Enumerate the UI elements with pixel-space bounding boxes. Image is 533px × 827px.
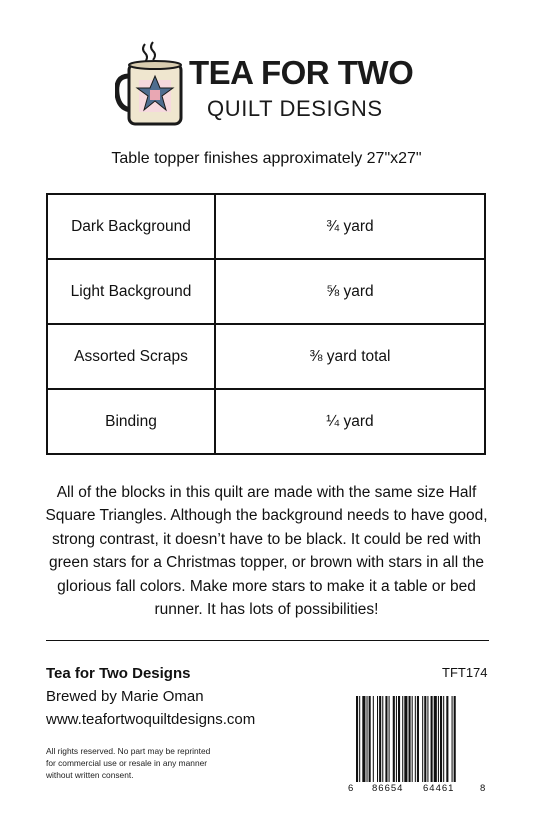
barcode-bar [379, 696, 381, 782]
barcode-bar [438, 696, 439, 782]
barcode-bar [356, 696, 358, 782]
barcode-bar [389, 696, 390, 782]
barcode-bar [412, 696, 413, 782]
fabric-name: Assorted Scraps [47, 324, 215, 389]
finished-size-text: Table topper finishes approximately 27"x27" [111, 150, 422, 167]
barcode-bar [422, 696, 423, 782]
pattern-description: All of the blocks in this quilt are made with the same size Half Square Triangles. Although the background needs to have good, strong contrast, it doesn’t have to be black. It could be red with green stars for a Christmas topper, or brown with stars in all the glorious fall colors. Make more stars to make it a table or bed runner. It has lots of possibilities! [45, 484, 488, 619]
table-row [47, 324, 485, 389]
barcode-bars [344, 696, 490, 782]
barcode-bar [402, 696, 403, 782]
barcode-bar [377, 696, 378, 782]
table-row [47, 194, 485, 259]
barcode-bar [417, 696, 419, 782]
fabric-amount: ¾ yard [215, 194, 485, 259]
barcode-bar [443, 696, 444, 782]
brand-subtitle: QUILT DESIGNS [207, 96, 383, 121]
barcode-right-group: 64461 [423, 783, 455, 794]
fabric-name: Binding [47, 389, 215, 454]
fabric-amount: ¼ yard [215, 389, 485, 454]
table-row [47, 389, 485, 454]
barcode-bar [362, 696, 365, 782]
brand-title: TEA FOR TWO [189, 54, 414, 91]
barcode-bar [398, 696, 400, 782]
barcode-bar [396, 696, 397, 782]
barcode-bar [424, 696, 426, 782]
fabric-name: Dark Background [47, 194, 215, 259]
barcode-bar [452, 696, 453, 782]
barcode-left-group: 86654 [372, 783, 404, 794]
barcode-bar [367, 696, 368, 782]
brand-logo [115, 40, 415, 135]
barcode-bar [431, 696, 433, 782]
barcode-bar [427, 696, 428, 782]
company-name: Tea for Two Designs [46, 665, 191, 682]
barcode-bar [446, 696, 448, 782]
barcode-bar [369, 696, 371, 782]
designer-credit: Brewed by Marie Oman [46, 688, 204, 705]
barcode-bar [385, 696, 387, 782]
fabric-amount: ⅜ yard total [215, 324, 485, 389]
barcode-bar [409, 696, 411, 782]
barcode-bar [382, 696, 383, 782]
fabric-amount: ⅝ yard [215, 259, 485, 324]
divider [46, 640, 489, 641]
barcode-bar [393, 696, 395, 782]
fabric-requirements-table [46, 193, 486, 455]
barcode-lead-digit: 6 [348, 783, 354, 794]
copyright-notice: All rights reserved. No part may be reprinted for commercial use or resale in any manner without written consent. [46, 746, 211, 780]
product-code: TFT174 [442, 665, 488, 680]
barcode-bar [359, 696, 360, 782]
website-link[interactable]: www.teafortwoquiltdesigns.com [46, 711, 256, 728]
upc-barcode [344, 696, 490, 796]
barcode-bar [454, 696, 456, 782]
teacup-quilt-star-icon [115, 40, 195, 132]
fabric-name: Light Background [47, 259, 215, 324]
barcode-bar [440, 696, 442, 782]
barcode-bar [373, 696, 374, 782]
table-row [47, 259, 485, 324]
barcode-bar [415, 696, 416, 782]
barcode-bar [404, 696, 407, 782]
barcode-check-digit: 8 [480, 783, 486, 794]
barcode-bar [434, 696, 437, 782]
